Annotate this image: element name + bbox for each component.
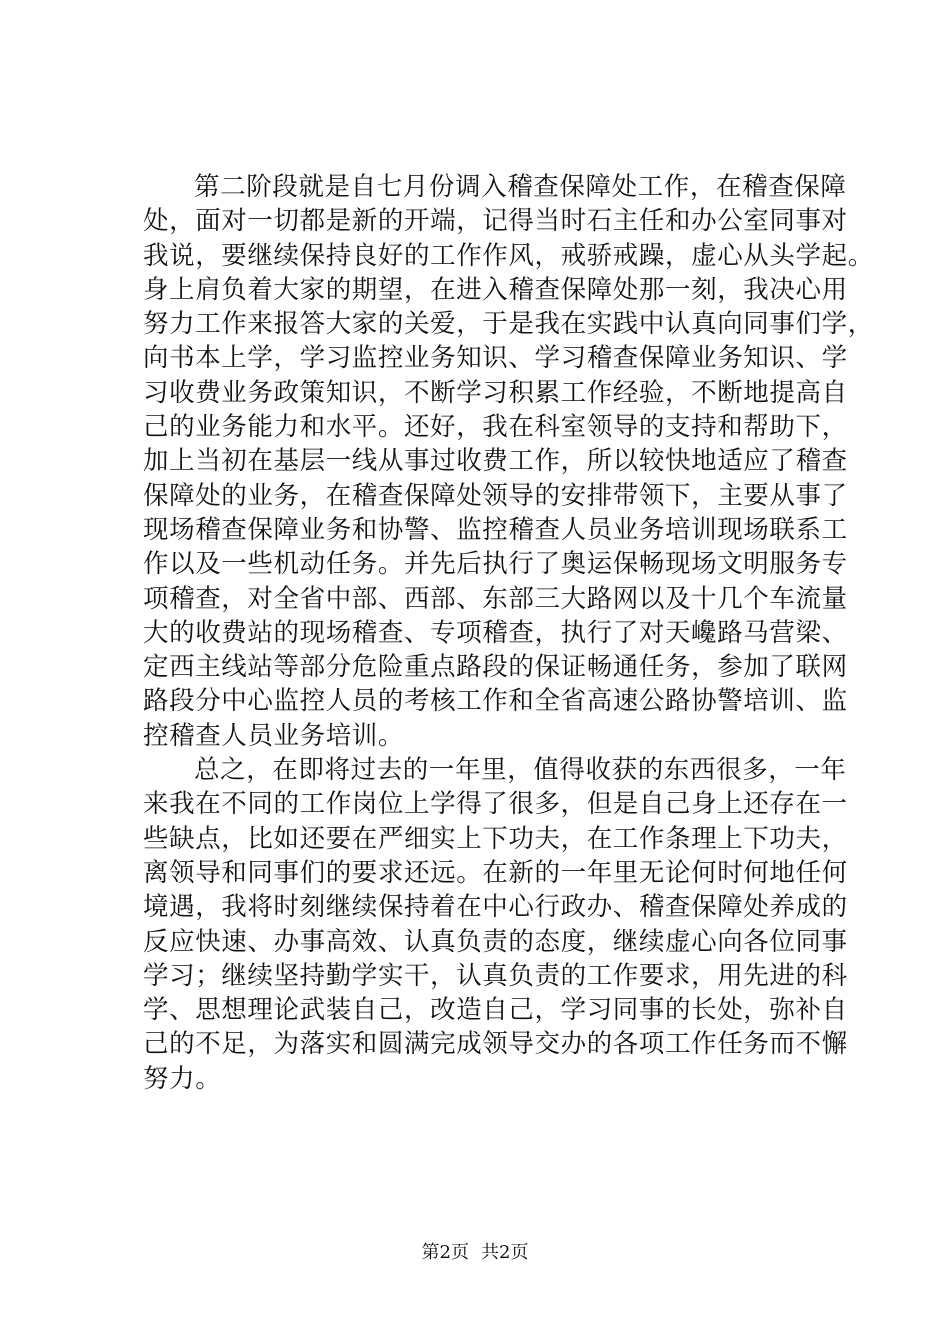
text-line: 控稽查人员业务培训。: [143, 720, 405, 751]
text-line: 处，面对一切都是新的开端，记得当时石主任和办公室同事对: [143, 206, 848, 237]
page-number-unit: 页: [451, 1242, 469, 1263]
page-total-count: 2: [499, 1242, 511, 1263]
text-line: 学、思想理论武装自己，改造自己，学习同事的长处，弥补自: [143, 995, 848, 1026]
page-number-current: 2: [439, 1242, 451, 1263]
text-line: 己的不足，为落实和圆满完成领导交办的各项工作任务而不懈: [143, 1029, 848, 1060]
text-line: 第二阶段就是自七月份调入稽查保障处工作，在稽查保障: [194, 172, 847, 202]
text-line: 境遇，我将时刻继续保持着在中心行政办、稽查保障处养成的: [143, 892, 848, 923]
text-line: 现场稽查保障业务和协警、监控稽查人员业务培训现场联系工: [143, 514, 848, 545]
document-body: [143, 170, 874, 1096]
text-line: 路段分中心监控人员的考核工作和全省高速公路协警培训、监: [143, 686, 848, 717]
text-line: 己的业务能力和水平。还好，我在科室领导的支持和帮助下，: [143, 412, 848, 443]
text-line: 学习；继续坚持勤学实干，认真负责的工作要求，用先进的科: [143, 960, 848, 991]
text-line: 我说，要继续保持良好的工作作风，戒骄戒躁，虚心从头学起。: [143, 240, 874, 271]
text-line: 加上当初在基层一线从事过收费工作，所以较快地适应了稽查: [143, 446, 848, 477]
page-number-prefix: 第: [421, 1242, 440, 1263]
page-total-prefix: 共: [481, 1242, 499, 1263]
paragraph-summary: [143, 753, 848, 1096]
page-total-unit: 页: [510, 1242, 529, 1263]
paragraph-second-stage: [143, 170, 874, 753]
page-footer: [0, 1241, 950, 1265]
text-line: 习收费业务政策知识，不断学习积累工作经验，不断地提高自: [143, 377, 848, 408]
text-line: 离领导和同事们的要求还远。在新的一年里无论何时何地任何: [143, 857, 848, 888]
text-line: 来我在不同的工作岗位上学得了很多，但是自己身上还存在一: [143, 789, 848, 820]
text-line: 总之，在即将过去的一年里，值得收获的东西很多，一年: [194, 755, 847, 786]
text-line: 定西主线站等部分危险重点路段的保证畅通任务，参加了联网: [143, 652, 848, 683]
text-line: 向书本上学，学习监控业务知识、学习稽查保障业务知识、学: [143, 343, 848, 374]
text-line: 反应快速、办事高效、认真负责的态度，继续虚心向各位同事: [143, 926, 848, 957]
text-line: 身上肩负着大家的期望，在进入稽查保障处那一刻，我决心用: [143, 274, 848, 305]
text-line: 大的收费站的现场稽查、专项稽查，执行了对天巉路马营梁、: [143, 617, 848, 648]
text-line: 努力。: [143, 1063, 222, 1094]
text-line: 作以及一些机动任务。并先后执行了奥运保畅现场文明服务专: [143, 549, 848, 580]
text-line: 些缺点，比如还要在严细实上下功夫，在工作条理上下功夫，: [143, 823, 848, 854]
text-line: 项稽查，对全省中部、西部、东部三大路网以及十几个车流量: [143, 583, 848, 614]
text-line: 努力工作来报答大家的关爱，于是我在实践中认真向同事们学，: [143, 309, 874, 340]
text-line: 保障处的业务，在稽查保障处领导的安排带领下，主要从事了: [143, 480, 848, 511]
